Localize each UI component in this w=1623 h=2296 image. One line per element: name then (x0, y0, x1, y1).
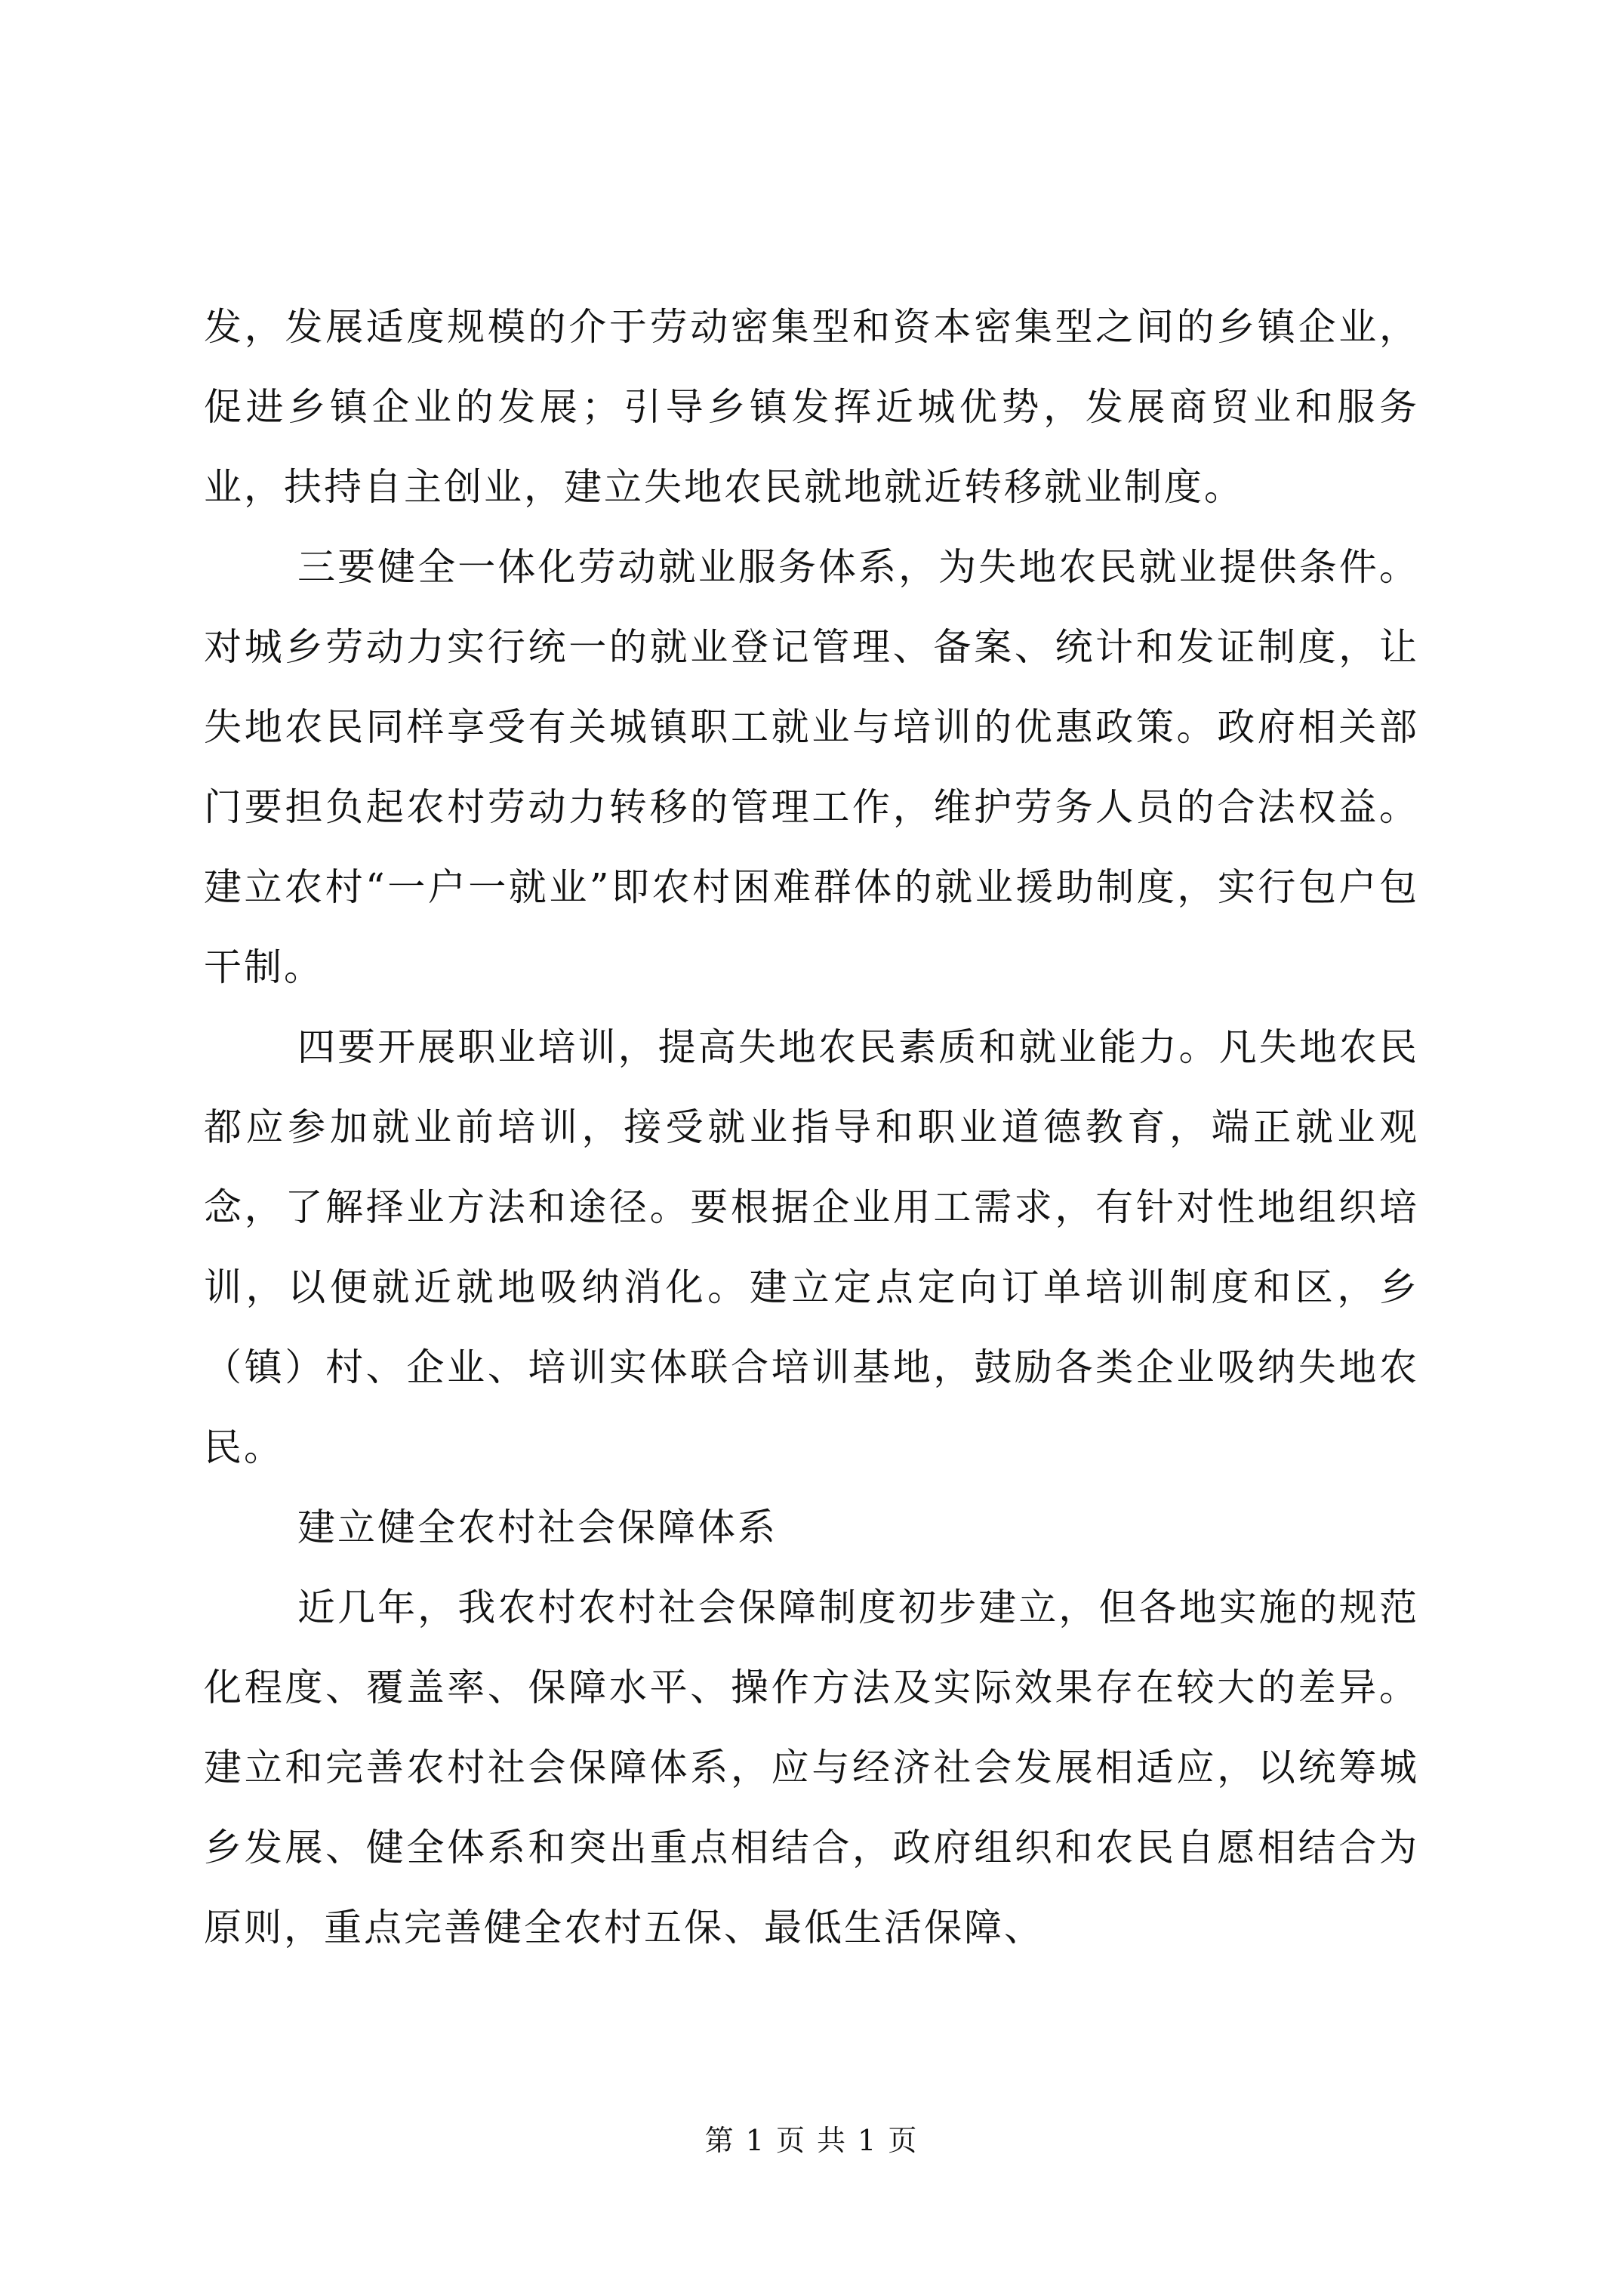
document-body (204, 287, 1419, 1968)
section-heading: 建立健全农村社会保障体系 (297, 1505, 778, 1549)
page-footer: 第 1 页 共 1 页 (704, 2124, 919, 2157)
paragraph-continuation: 发，发展适度规模的介于劳动密集型和资本密集型之间的乡镇企业，促进乡镇企业的发展；引导乡镇发挥近城优势，发展商贸业和服务业，扶持自主创业，建立失地农民就地就近转移就业制度。 (204, 305, 1419, 509)
paragraph-vocational-training: 四要开展职业培训，提高失地农民素质和就业能力。凡失地农民都应参加就业前培训，接受就业指导和职业道德教育，端正就业观念，了解择业方法和途径。要根据企业用工需求，有针对性地组织培训，以便就近就地吸纳消化。建立定点定向订单培训制度和区，乡（镇）村、企业、培训实体联合培训基地，鼓励各类企业吸纳失地农民。 (204, 1025, 1419, 1469)
paragraph-employment-service: 三要健全一体化劳动就业服务体系，为失地农民就业提供条件。对城乡劳动力实行统一的就业登记管理、备案、统计和发证制度，让失地农民同样享受有关城镇职工就业与培训的优惠政策。政府相关部门要担负起农村劳动力转移的管理工作，维护劳务人员的合法权益。建立农村“一户一就业”即农村困难群体的就业援助制度，实行包户包干制。 (204, 545, 1419, 989)
paragraph-social-security: 近几年，我农村农村社会保障制度初步建立，但各地实施的规范化程度、覆盖率、保障水平、操作方法及实际效果存在较大的差异。建立和完善农村社会保障体系，应与经济社会发展相适应，以统筹城乡发展、健全体系和突出重点相结合，政府组织和农民自愿相结合为原则，重点完善健全农村五保、最低生活保障、 (204, 1586, 1419, 1949)
